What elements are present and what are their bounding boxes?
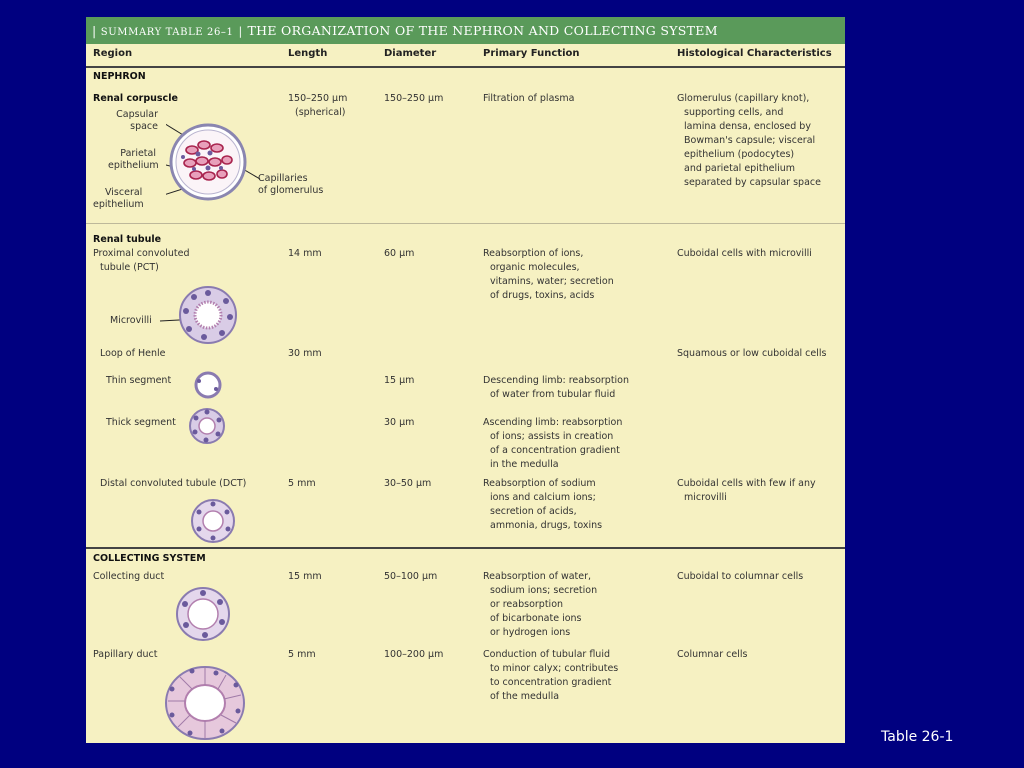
collecting-duct-histology: Cuboidal to columnar cells	[677, 571, 804, 582]
papillary-duct-histology: Columnar cells	[677, 649, 748, 660]
pct-diameter: 60 µm	[384, 248, 415, 259]
corpuscle-length: 150–250 µm (spherical)	[288, 93, 348, 118]
thin-segment-diameter: 15 µm	[384, 375, 415, 386]
corpuscle-diameter: 150–250 µm	[384, 93, 444, 104]
papillary-duct-diameter: 100–200 µm	[384, 649, 444, 660]
thick-segment-function: Ascending limb: reabsorption of ions; assists in creation of a concentration gradient in the medulla	[483, 417, 623, 470]
header-length: Length	[288, 48, 328, 59]
table-number: SUMMARY TABLE 26–1	[100, 27, 234, 38]
summary-table-figure	[86, 17, 845, 743]
dct-length: 5 mm	[288, 478, 316, 489]
collecting-rule	[86, 547, 845, 549]
header-region: Region	[93, 48, 133, 59]
header-diameter: Diameter	[384, 48, 437, 59]
header-function: Primary Function	[483, 48, 580, 59]
papillary-duct-cross-section	[164, 665, 246, 741]
dct-cross-section	[190, 498, 236, 544]
header-rule	[86, 66, 845, 68]
header-histology: Histological Characteristics	[677, 48, 832, 59]
dct-name: Distal convoluted tubule (DCT)	[100, 478, 247, 489]
corpuscle-function: Filtration of plasma	[483, 93, 575, 104]
collecting-duct-function: Reabsorption of water, sodium ions; secretion or reabsorption of bicarbonate ions or hydrogen ions	[483, 571, 598, 638]
thick-segment-name: Thick segment	[106, 417, 176, 428]
loop-length: 30 mm	[288, 348, 322, 359]
collecting-duct-diameter: 50–100 µm	[384, 571, 438, 582]
pct-histology: Cuboidal cells with microvilli	[677, 248, 812, 259]
thin-segment-cross-section	[194, 371, 222, 399]
pct-cross-section	[156, 283, 241, 348]
label-parietal-epithelium: Parietal epithelium	[108, 148, 159, 171]
corpuscle-histology: Glomerulus (capillary knot), supporting cells, and lamina densa, enclosed by Bowman's capsule; visceral epithelium (podocytes) and parietal epithelium separated by capsular space	[677, 93, 821, 188]
loop-histology: Squamous or low cuboidal cells	[677, 348, 827, 359]
dct-histology: Cuboidal cells with few if any microvilli	[677, 478, 816, 503]
label-microvilli: Microvilli	[110, 315, 152, 326]
corpuscle-rule	[86, 223, 845, 224]
papillary-duct-function: Conduction of tubular fluid to minor calyx; contributes to concentration gradient of the medulla	[483, 649, 619, 702]
label-capillaries: Capillaries of glomerulus	[258, 173, 324, 196]
label-visceral-epithelium: Visceral epithelium	[93, 187, 144, 210]
thick-segment-diameter: 30 µm	[384, 417, 415, 428]
thick-segment-cross-section	[188, 407, 226, 445]
tubule-name: Renal tubule	[93, 234, 162, 245]
corpuscle-name: Renal corpuscle	[93, 93, 178, 104]
renal-corpuscle-illustration	[166, 117, 266, 207]
papillary-duct-length: 5 mm	[288, 649, 316, 660]
section-collecting: COLLECTING SYSTEM	[93, 553, 206, 564]
label-capsular-space: Capsular space	[116, 109, 158, 132]
pct-length: 14 mm	[288, 248, 322, 259]
table-banner: | SUMMARY TABLE 26–1 | THE ORGANIZATION OF THE NEPHRON AND COLLECTING SYSTEM	[86, 17, 845, 44]
thin-segment-name: Thin segment	[106, 375, 172, 386]
thin-segment-function: Descending limb: reabsorption of water from tubular fluid	[483, 375, 630, 400]
collecting-duct-name: Collecting duct	[93, 571, 165, 582]
section-nephron: NEPHRON	[93, 71, 146, 82]
dct-diameter: 30–50 µm	[384, 478, 432, 489]
loop-name: Loop of Henle	[100, 348, 166, 359]
table-title: THE ORGANIZATION OF THE NEPHRON AND COLLECTING SYSTEM	[247, 23, 718, 38]
collecting-duct-cross-section	[175, 586, 231, 642]
pct-name: Proximal convoluted tubule (PCT)	[93, 248, 190, 273]
pct-function: Reabsorption of ions, organic molecules, vitamins, water; secretion of drugs, toxins, acids	[483, 248, 614, 301]
dct-function: Reabsorption of sodium ions and calcium ions; secretion of acids, ammonia, drugs, toxins	[483, 478, 603, 531]
papillary-duct-name: Papillary duct	[93, 649, 158, 660]
slide-caption: Table 26-1	[881, 729, 954, 745]
collecting-duct-length: 15 mm	[288, 571, 322, 582]
